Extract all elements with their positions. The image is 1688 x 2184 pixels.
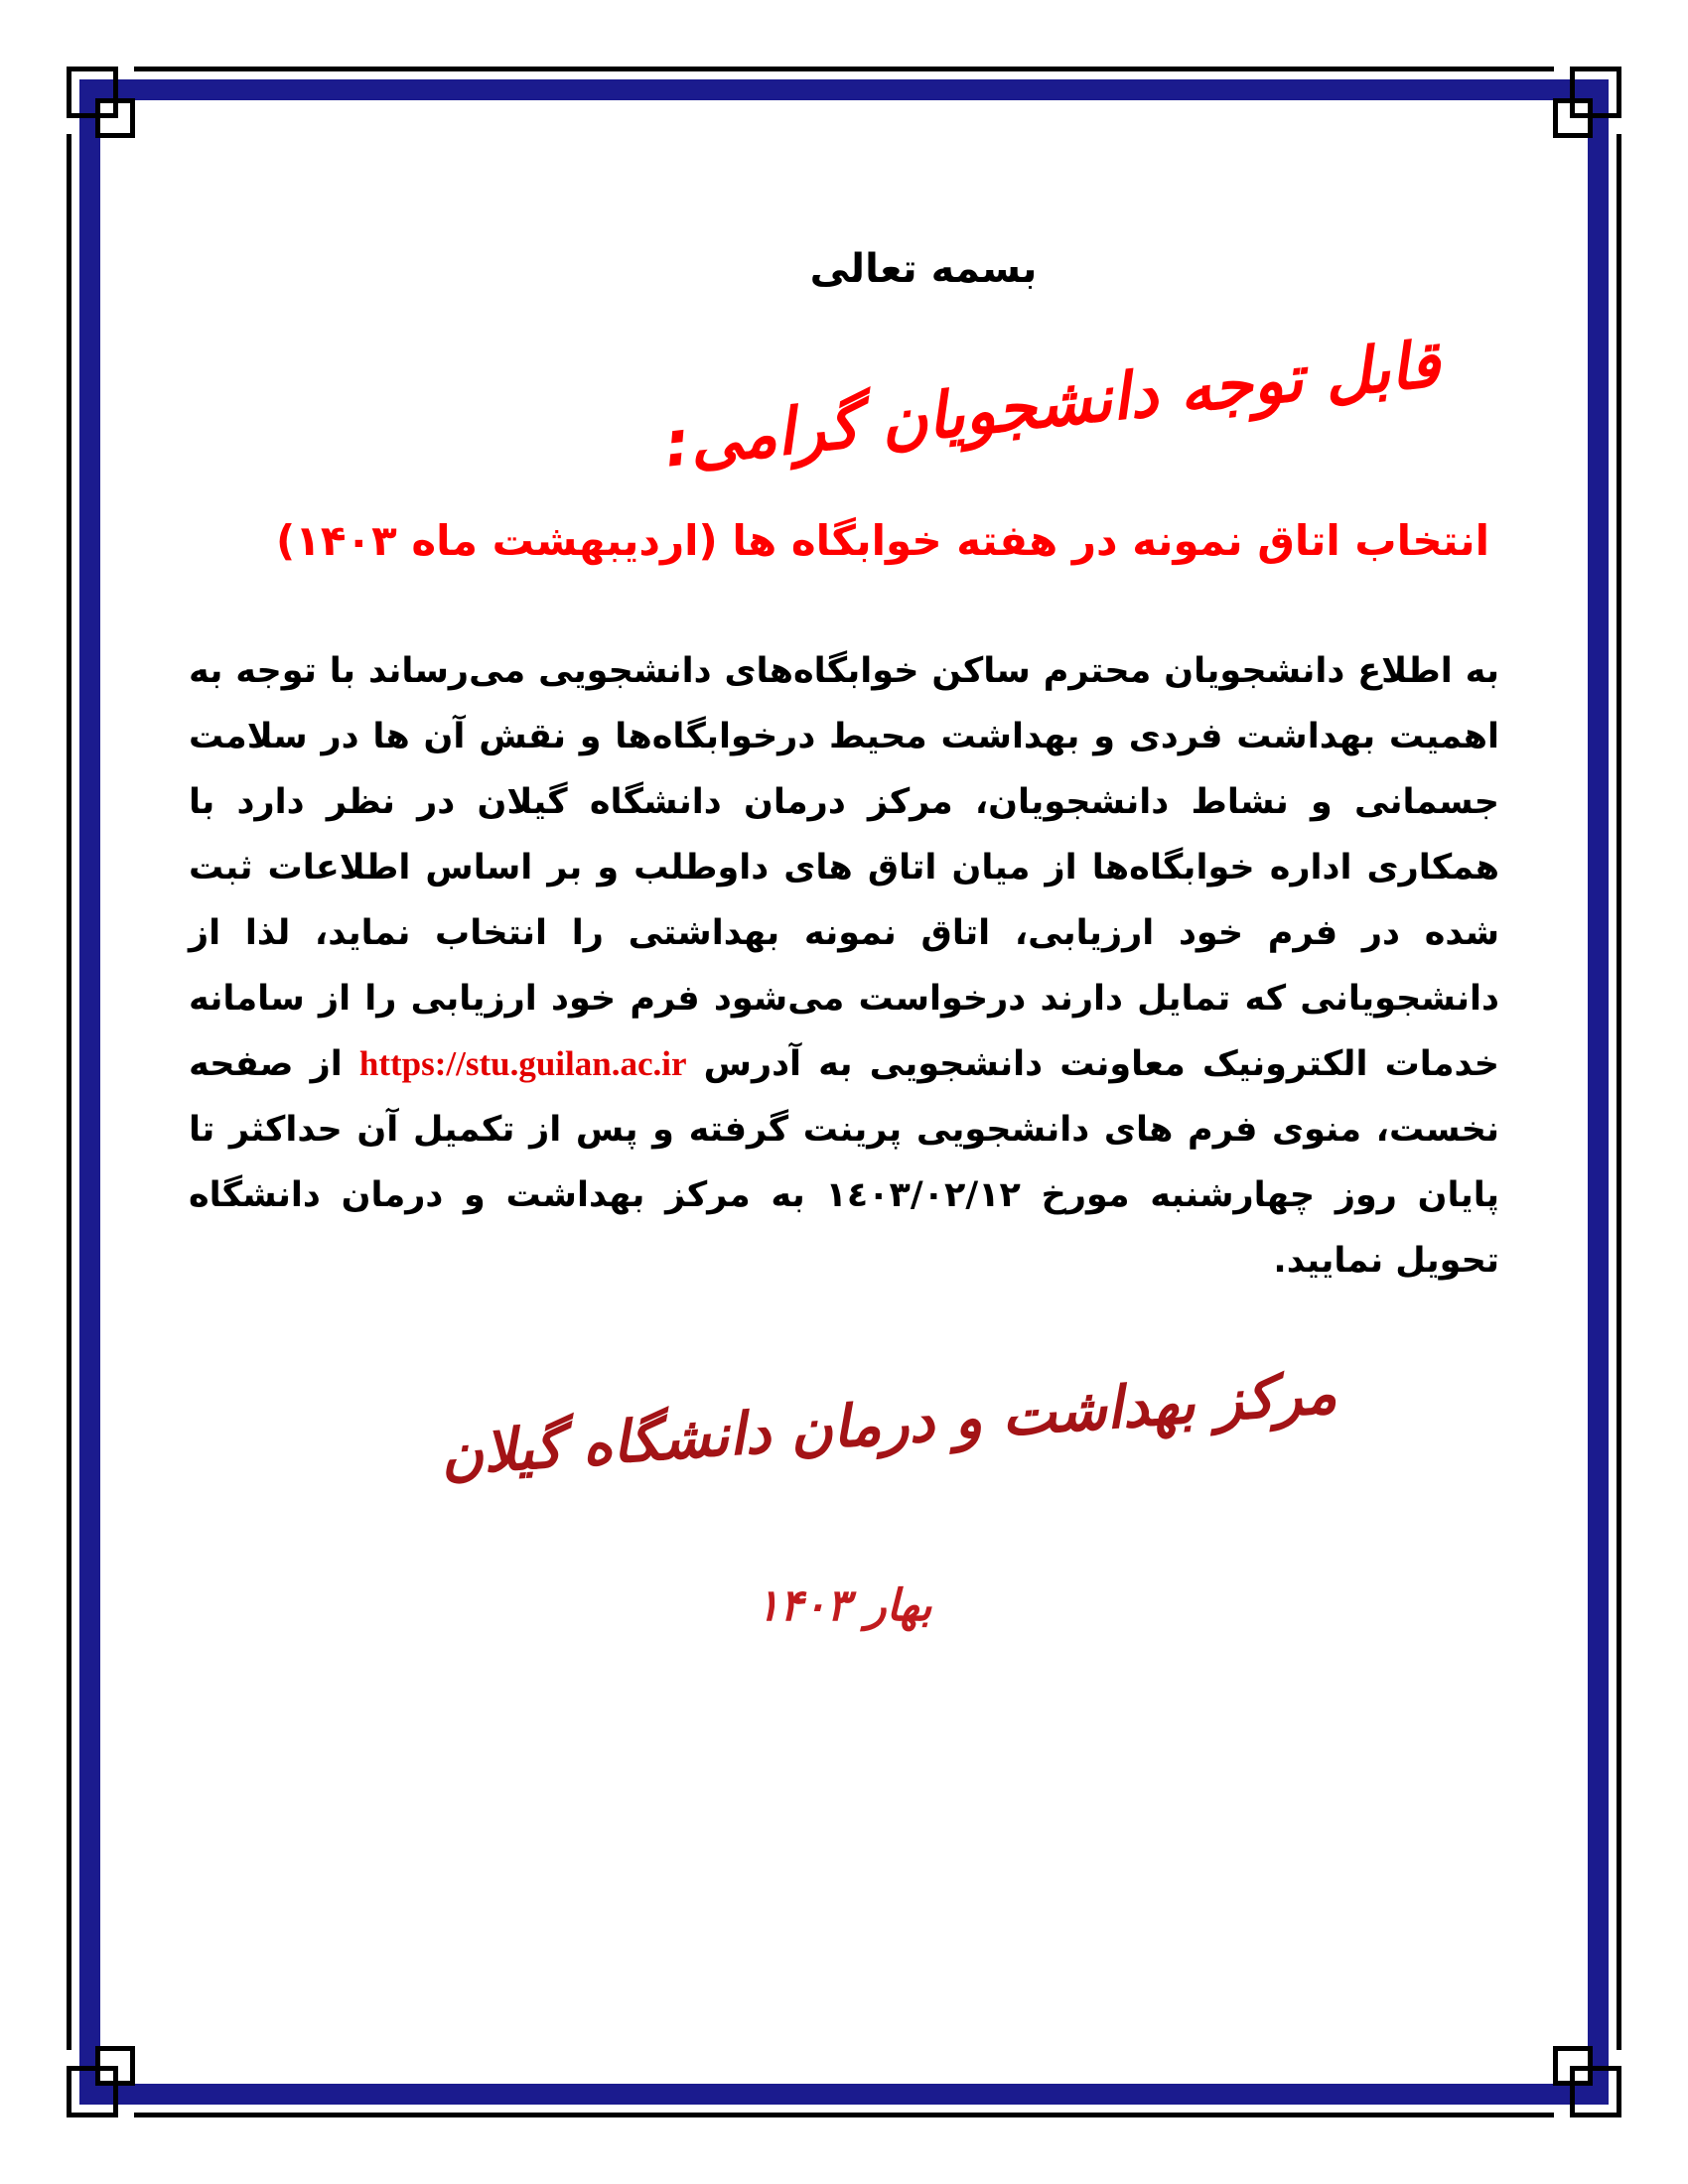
corner-square-bottom-left-inner [95, 2046, 135, 2086]
black-frame-line-bottom [134, 2113, 1554, 2117]
black-frame-line-left [67, 134, 71, 2050]
bismillah-text: بسمه تعالی [809, 246, 1038, 292]
signature-calligraphy: مرکز بهداشت و درمان دانشگاه گیلان [438, 1358, 1339, 1489]
black-frame-line-right [1617, 134, 1621, 2050]
notice-body [189, 638, 1499, 1294]
corner-square-top-right-inner [1553, 98, 1593, 138]
body-text-part2: از صفحه نخست، منوی فرم های دانشجویی پرینت گرفته و پس از تکمیل آن حداکثر تا پایان روز چهارشنبه مورخ ۱٤۰۳/۰۲/۱۲ به مرکز بهداشت و درمان دانشگاه تحویل نمایید. [189, 1044, 1500, 1281]
student-portal-url[interactable]: https://stu.guilan.ac.ir [358, 1044, 687, 1083]
body-text-part1: به اطلاع دانشجویان محترم ساکن خوابگاه‌های دانشجویی می‌رساند با توجه به اهمیت بهداشت فردی و بهداشت محیط درخوابگاه‌ها و نقش آن ها در سلامت جسمانی و نشاط دانشجویان، مرکز درمان دانشگاه گیلان در نظر دارد با همکاری اداره خوابگاه‌ها از میان اتاق های داوطلب و بر اساس اطلاعات ثبت شده در فرم خود ارزیابی، اتاق نمونه بهداشتی را انتخاب نماید، لذا از دانشجویانی که تمایل دارند درخواست می‌شود فرم خود ارزیابی را از سامانه خدمات الکترونیک معاونت دانشجویی به آدرس [189, 651, 1499, 1084]
notice-heading: انتخاب اتاق نمونه در هفته خوابگاه ها (اردیبهشت ماه ۱۴۰۳) [276, 516, 1489, 565]
black-frame-line-top [134, 67, 1554, 71]
corner-square-top-left-inner [95, 98, 135, 138]
salutation-calligraphy: قابل توجه دانشجویان گرامی: [660, 328, 1444, 482]
season-date: بهار ۱۴۰۳ [756, 1580, 932, 1631]
corner-square-bottom-right-inner [1553, 2046, 1593, 2086]
